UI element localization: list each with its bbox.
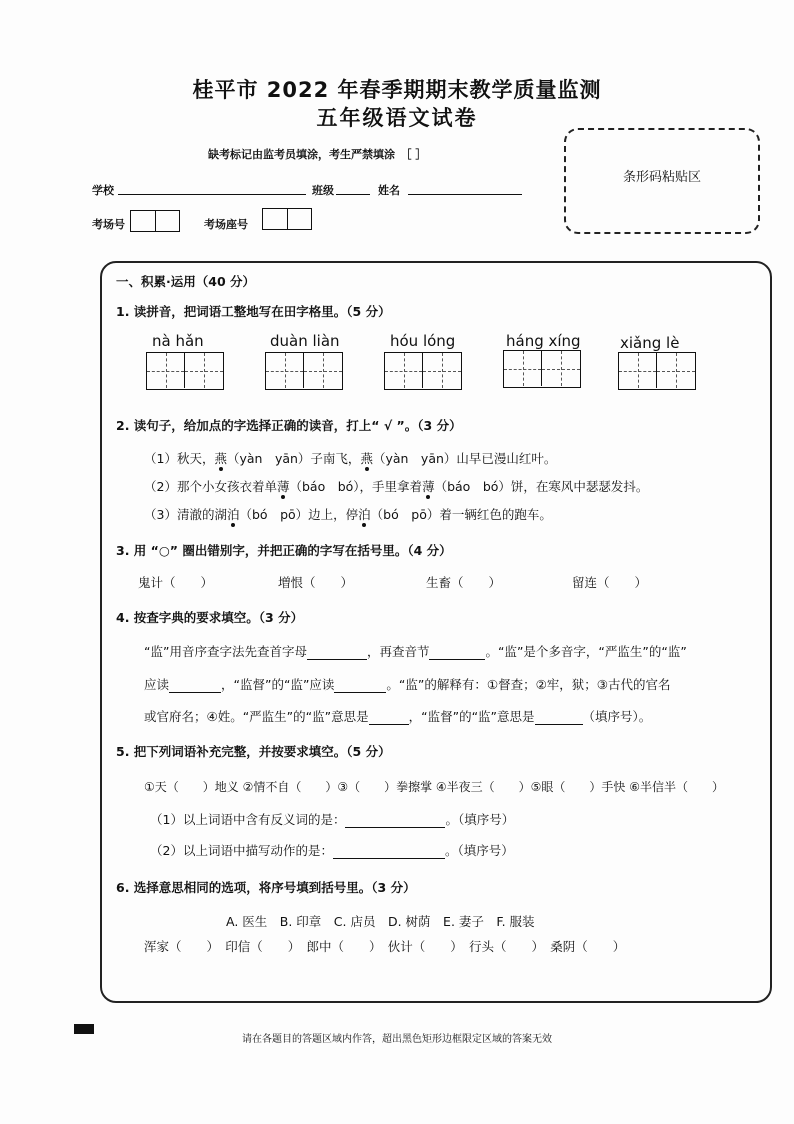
answer-blank[interactable] <box>429 659 485 660</box>
class-label: 班级 <box>312 184 334 197</box>
text-segment: ，“监督”的“监”意思是 <box>408 709 535 724</box>
q2-prompt: 2. 读句子，给加点的字选择正确的读音，打上“ √ ”。（3 分） <box>116 418 462 433</box>
q4-line-3 <box>144 707 651 725</box>
q1-pinyin-3: hóu lóng <box>390 332 456 350</box>
text-segment: （báo bó），手里拿着 <box>289 479 423 494</box>
text-segment: （bó pō）着一辆红色的跑车。 <box>370 507 552 522</box>
barcode-area <box>564 128 760 234</box>
section-title: 一、积累·运用（40 分） <box>116 274 255 289</box>
dotted-char: 燕 <box>214 451 227 466</box>
q3-item-1: 鬼计（ ） <box>138 575 214 590</box>
q6-options: A. 医生 B. 印章 C. 店员 D. 树荫 E. 妻子 F. 服装 <box>226 914 535 929</box>
text-segment: （3）清澈的湖 <box>144 507 227 522</box>
text-segment: （1）以上词语中含有反义词的是： <box>150 812 346 827</box>
barcode-label: 条形码粘贴区 <box>622 170 701 185</box>
seat-boxes[interactable] <box>262 208 312 230</box>
q3-prompt: 3. 用 “○” 圈出错别字，并把正确的字写在括号里。（4 分） <box>116 543 452 558</box>
q4-line-2 <box>144 675 671 693</box>
q1-prompt: 1. 读拼音，把词语工整地写在田字格里。（5 分） <box>116 304 391 319</box>
text-segment: （yàn yān）山早已漫山红叶。 <box>372 451 557 466</box>
answer-blank[interactable] <box>369 724 409 725</box>
q6-items: 浑家（ ） 印信（ ） 郎中（ ） 伙计（ ） 行头（ ） 桑阴（ ） <box>144 939 626 954</box>
exam-room-boxes[interactable] <box>130 210 180 232</box>
dotted-char: 泊 <box>358 507 371 522</box>
dotted-char: 泊 <box>226 507 240 522</box>
name-field[interactable] <box>408 194 522 195</box>
answer-blank[interactable] <box>535 724 583 725</box>
text-segment: （báo bó）饼，在寒风中瑟瑟发抖。 <box>434 479 649 494</box>
q5-sub-2 <box>150 841 514 859</box>
q3-item-4: 留连（ ） <box>572 575 648 590</box>
q1-grid-3[interactable] <box>384 352 462 390</box>
text-segment: （2）那个小女孩衣着单 <box>144 479 277 494</box>
q1-grid-4[interactable] <box>503 350 581 388</box>
q1-pinyin-2: duàn liàn <box>270 332 340 350</box>
text-segment: （1）秋天， <box>144 451 215 466</box>
school-label: 学校 <box>92 184 114 197</box>
text-segment: “监”用音序查字法先查首字母 <box>144 644 307 659</box>
q1-pinyin-1: nà hǎn <box>152 332 204 350</box>
dotted-char: 燕 <box>360 451 373 466</box>
answer-blank[interactable] <box>333 858 445 859</box>
q5-words: ①天（ ）地义 ②情不自（ ）③（ ）拳擦掌 ④半夜三（ ）⑤眼（ ）手快 ⑥半信半（ ） <box>144 780 724 794</box>
q6-prompt: 6. 选择意思相同的选项，将序号填到括号里。（3 分） <box>116 880 416 895</box>
seat-label: 考场座号 <box>204 218 248 231</box>
q5-prompt: 5. 把下列词语补充完整，并按要求填空。（5 分） <box>116 744 391 759</box>
text-segment: （yàn yān）子南飞， <box>226 451 361 466</box>
text-segment: （填序号）。 <box>582 709 652 724</box>
absence-notice: 缺考标记由监考员填涂，考生严禁填涂 ［ ］ <box>208 148 427 161</box>
q2-sentence-1 <box>144 449 556 467</box>
text-segment: （2）以上词语中描写动作的是： <box>150 843 333 858</box>
q4-line-1 <box>144 642 687 660</box>
footer-note: 请在各题目的答题区域内作答，超出黑色矩形边框限定区域的答案无效 <box>242 1034 552 1045</box>
q2-sentence-2 <box>144 477 648 495</box>
text-segment: ，再查音节 <box>366 644 430 659</box>
exam-subtitle: 五年级语文试卷 <box>316 106 478 130</box>
text-segment: 。“监”的解释有：①督查；②牢，狱；③古代的官名 <box>386 677 671 692</box>
school-field[interactable] <box>118 194 306 195</box>
text-segment: 。（填序号） <box>445 812 515 827</box>
q3-item-3: 生畜（ ） <box>426 575 502 590</box>
text-segment: 应读 <box>144 677 170 692</box>
class-field[interactable] <box>336 194 370 195</box>
dotted-char: 薄 <box>276 479 290 494</box>
text-segment: 。“监”是个多音字，“严监生”的“监” <box>485 644 687 659</box>
text-segment: ，“监督”的“监”应读 <box>221 677 335 692</box>
exam-title: 桂平市 2022 年春季期期末教学质量监测 <box>192 78 602 102</box>
answer-blank[interactable] <box>334 692 386 693</box>
answer-blank[interactable] <box>169 692 221 693</box>
answer-blank[interactable] <box>307 659 367 660</box>
name-label: 姓名 <box>378 184 400 197</box>
text-segment: 。（填序号） <box>444 843 514 858</box>
text-segment: （bó pō）边上，停 <box>239 507 359 522</box>
q4-prompt: 4. 按查字典的要求填空。（3 分） <box>116 610 304 625</box>
q5-sub-1 <box>150 810 514 828</box>
q1-pinyin-5: xiǎng lè <box>620 334 680 352</box>
q1-grid-5[interactable] <box>618 352 696 390</box>
q1-grid-2[interactable] <box>265 352 343 390</box>
dotted-char: 薄 <box>422 479 435 494</box>
q3-item-2: 増恨（ ） <box>278 575 354 590</box>
q1-grid-1[interactable] <box>146 352 224 390</box>
text-segment: 或官府名；④姓。“严监生”的“监”意思是 <box>144 709 369 724</box>
exam-room-label: 考场号 <box>92 218 125 231</box>
answer-blank[interactable] <box>345 827 445 828</box>
q2-sentence-3 <box>144 505 552 523</box>
q1-pinyin-4: háng xíng <box>506 332 581 350</box>
